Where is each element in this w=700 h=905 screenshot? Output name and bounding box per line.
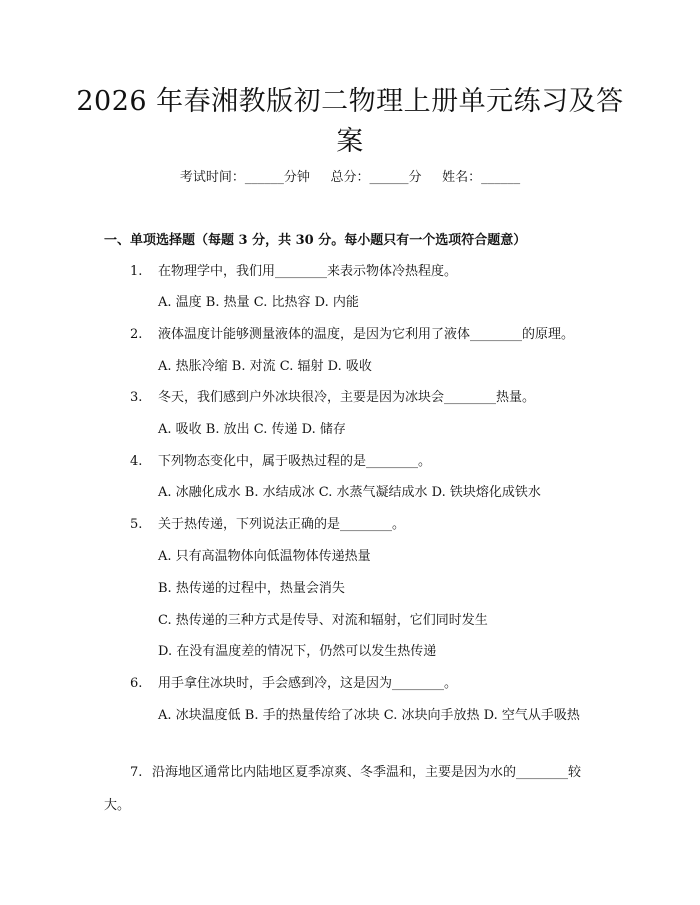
question-5-option-a: A. 只有高温物体向低温物体传递热量 [158, 549, 371, 564]
question-text: 关于热传递，下列说法正确的是________。 [158, 517, 406, 532]
question-7 [104, 756, 598, 822]
question-text: 在物理学中，我们用________来表示物体冷热程度。 [158, 264, 458, 279]
question-4 [104, 453, 594, 471]
question-2 [104, 326, 594, 344]
question-number: 6. [130, 676, 143, 691]
question-text: 下列物态变化中，属于吸热过程的是________。 [158, 454, 432, 469]
question-6 [104, 675, 594, 693]
question-text: 冬天，我们感到户外冰块很冷，主要是因为冰块会________热量。 [158, 390, 536, 405]
question-text: 用手拿住冰块时，手会感到冷，这是因为________。 [158, 676, 458, 691]
question-1 [104, 263, 594, 281]
page-title: 2026 年春湘教版初二物理上册单元练习及答案 [76, 86, 624, 157]
question-number: 1. [130, 264, 143, 279]
question-text: 沿海地区通常比内陆地区夏季凉爽、冬季温和，主要是因为水的________较大。 [104, 765, 582, 813]
question-3-options: A. 吸收 B. 放出 C. 传递 D. 储存 [158, 422, 346, 437]
question-2-options: A. 热胀冷缩 B. 对流 C. 辐射 D. 吸收 [158, 359, 372, 374]
question-number: 2. [130, 327, 143, 342]
question-number: 7. [130, 765, 143, 780]
question-5-option-b: B. 热传递的过程中，热量会消失 [158, 581, 345, 596]
question-text: 液体温度计能够测量液体的温度，是因为它利用了液体________的原理。 [158, 327, 575, 342]
question-number: 3. [130, 390, 143, 405]
question-1-options: A. 温度 B. 热量 C. 比热容 D. 内能 [158, 295, 359, 310]
exam-meta-line: 考试时间：______分钟 总分：______分 姓名：______ [179, 170, 521, 185]
question-number: 4. [130, 454, 143, 469]
section-heading: 一、单项选择题（每题 3 分，共 30 分。每小题只有一个选项符合题意） [104, 233, 527, 248]
question-5-option-c: C. 热传递的三种方式是传导、对流和辐射，它们同时发生 [158, 613, 488, 628]
question-3 [104, 389, 594, 407]
question-number: 5. [130, 517, 143, 532]
question-4-options: A. 冰融化成水 B. 水结成冰 C. 水蒸气凝结成水 D. 铁块熔化成铁水 [158, 485, 541, 500]
question-5 [104, 516, 594, 534]
question-5-option-d: D. 在没有温度差的情况下，仍然可以发生热传递 [158, 644, 437, 659]
question-6-options: A. 冰块温度低 B. 手的热量传给了冰块 C. 冰块向手放热 D. 空气从手吸热 [158, 708, 580, 723]
